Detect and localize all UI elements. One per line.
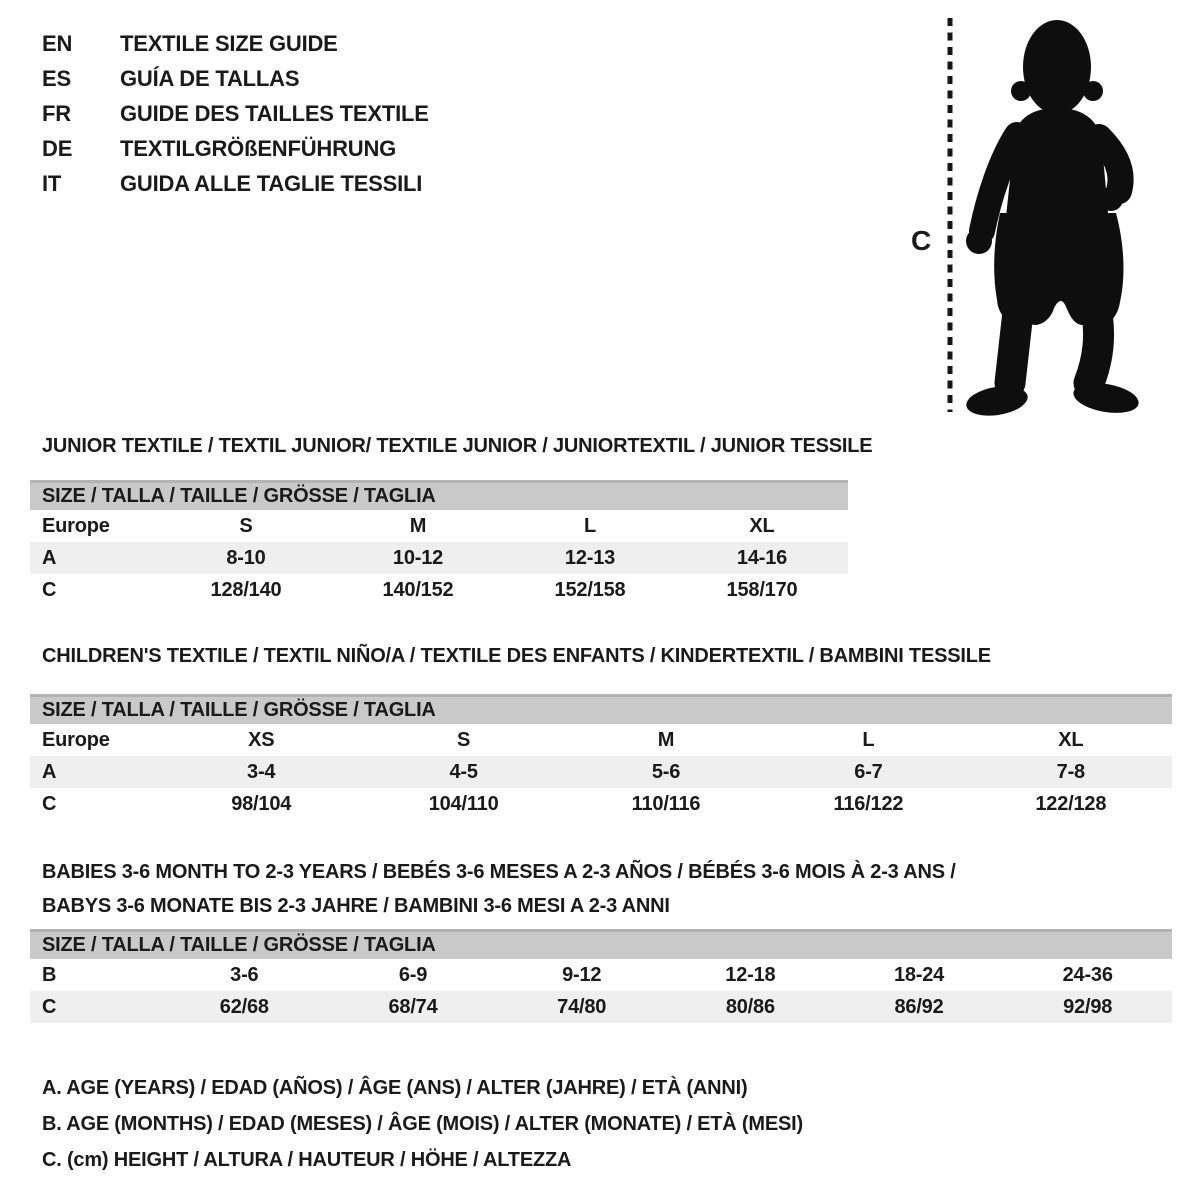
lang-title: TEXTILGRÖßENFÜHRUNG bbox=[120, 136, 397, 161]
babies-title-line1: BABIES 3-6 MONTH TO 2-3 YEARS / BEBÉS 3-6 MESES A 2-3 AÑOS / BÉBÉS 3-6 MOIS À 2-3 ANS / bbox=[42, 861, 956, 883]
junior-table-title: JUNIOR TEXTILE / TEXTIL JUNIOR/ TEXTILE JUNIOR / JUNIORTEXTIL / JUNIOR TESSILE bbox=[42, 435, 873, 457]
size-cell: 8-10 bbox=[226, 546, 266, 569]
table-row bbox=[30, 788, 1172, 820]
table-row bbox=[30, 510, 848, 542]
table-row bbox=[30, 574, 848, 606]
size-cell: 10-12 bbox=[392, 546, 444, 569]
height-measure-figure bbox=[905, 5, 1195, 425]
size-cell: S bbox=[457, 728, 471, 751]
measure-legend bbox=[42, 1070, 803, 1178]
size-cell: 14-16 bbox=[736, 546, 788, 569]
row-label: A bbox=[42, 546, 57, 569]
lang-code: FR bbox=[42, 101, 71, 126]
children-size-table bbox=[30, 694, 1172, 820]
size-cell: 86/92 bbox=[894, 995, 944, 1018]
row-label: C bbox=[42, 578, 57, 601]
size-cell: 3-4 bbox=[247, 760, 276, 783]
junior-size-table bbox=[30, 480, 848, 606]
lang-code: IT bbox=[42, 171, 62, 196]
legend-line-c: C. (cm) HEIGHT / ALTURA / HAUTEUR / HÖHE / ALTEZZA bbox=[42, 1149, 572, 1171]
size-header-bar: SIZE / TALLA / TAILLE / GRÖSSE / TAGLIA bbox=[30, 929, 1172, 959]
children-table-title: CHILDREN'S TEXTILE / TEXTIL NIÑO/A / TEXTILE DES ENFANTS / KINDERTEXTIL / BAMBINI TESSILE bbox=[42, 645, 991, 667]
size-cell: 80/86 bbox=[725, 995, 775, 1018]
size-cell: 110/116 bbox=[631, 792, 701, 815]
size-cell: 152/158 bbox=[554, 578, 626, 601]
table-row bbox=[30, 991, 1172, 1023]
lang-row-fr bbox=[42, 96, 429, 131]
table-row bbox=[30, 724, 1172, 756]
lang-title: GUIDE DES TAILLES TEXTILE bbox=[120, 101, 429, 126]
lang-code: DE bbox=[42, 136, 73, 161]
lang-row-it bbox=[42, 166, 429, 201]
size-cell: 128/140 bbox=[210, 578, 282, 601]
size-cell: 24-36 bbox=[1062, 963, 1113, 986]
size-cell: 98/104 bbox=[231, 792, 292, 815]
row-label: B bbox=[42, 963, 57, 986]
size-cell: 6-7 bbox=[854, 760, 883, 783]
size-cell: 5-6 bbox=[651, 760, 681, 783]
size-cell: 12-18 bbox=[725, 963, 776, 986]
lang-title: TEXTILE SIZE GUIDE bbox=[120, 31, 338, 56]
size-header-bar: SIZE / TALLA / TAILLE / GRÖSSE / TAGLIA bbox=[30, 480, 848, 510]
size-cell: 3-6 bbox=[230, 963, 259, 986]
size-cell: 140/152 bbox=[382, 578, 454, 601]
size-cell: 92/98 bbox=[1063, 995, 1113, 1018]
legend-line-b: B. AGE (MONTHS) / EDAD (MESES) / ÂGE (MOIS) / ALTER (MONATE) / ETÀ (MESI) bbox=[42, 1113, 803, 1135]
lang-title: GUÍA DE TALLAS bbox=[120, 66, 300, 91]
table-row bbox=[30, 756, 1172, 788]
measure-label-c: C bbox=[911, 225, 932, 256]
size-cell: M bbox=[409, 514, 427, 537]
table-row bbox=[30, 542, 848, 574]
size-cell: 116/122 bbox=[833, 792, 904, 815]
size-cell: 68/74 bbox=[388, 995, 438, 1018]
row-label: Europe bbox=[42, 514, 110, 537]
size-cell: XL bbox=[749, 514, 775, 537]
language-title-list bbox=[42, 26, 429, 201]
babies-title-line2: BABYS 3-6 MONATE BIS 2-3 JAHRE / BAMBINI 3-6 MESI A 2-3 ANNI bbox=[42, 895, 670, 917]
size-cell: 12-13 bbox=[564, 546, 616, 569]
size-cell: 158/170 bbox=[726, 578, 798, 601]
size-cell: XS bbox=[248, 728, 275, 751]
toddler-silhouette-icon bbox=[964, 20, 1141, 420]
row-label: A bbox=[42, 760, 57, 783]
size-cell: 6-9 bbox=[398, 963, 428, 986]
babies-size-table bbox=[30, 929, 1172, 1023]
lang-row-es bbox=[42, 61, 429, 96]
lang-code: EN bbox=[42, 31, 73, 56]
size-cell: 18-24 bbox=[893, 963, 945, 986]
lang-row-en bbox=[42, 26, 429, 61]
size-cell: 74/80 bbox=[557, 995, 607, 1018]
lang-code: ES bbox=[42, 66, 71, 91]
legend-line-a: A. AGE (YEARS) / EDAD (AÑOS) / ÂGE (ANS) / ALTER (JAHRE) / ETÀ (ANNI) bbox=[42, 1077, 748, 1099]
size-cell: XL bbox=[1058, 728, 1084, 751]
size-cell: 104/110 bbox=[428, 792, 499, 815]
size-cell: S bbox=[239, 514, 253, 537]
size-cell: 9-12 bbox=[562, 963, 602, 986]
size-cell: 7-8 bbox=[1056, 760, 1085, 783]
babies-table-title bbox=[42, 855, 956, 923]
row-label: C bbox=[42, 792, 57, 815]
size-cell: 122/128 bbox=[1035, 792, 1107, 815]
size-cell: M bbox=[657, 728, 675, 751]
lang-row-de bbox=[42, 131, 429, 166]
row-label: Europe bbox=[42, 728, 110, 751]
size-cell: L bbox=[583, 514, 597, 537]
row-label: C bbox=[42, 995, 57, 1018]
lang-title: GUIDA ALLE TAGLIE TESSILI bbox=[120, 171, 423, 196]
size-cell: 62/68 bbox=[219, 995, 269, 1018]
size-cell: 4-5 bbox=[449, 760, 478, 783]
size-cell: L bbox=[862, 728, 875, 751]
table-row bbox=[30, 959, 1172, 991]
size-header-bar: SIZE / TALLA / TAILLE / GRÖSSE / TAGLIA bbox=[30, 694, 1172, 724]
